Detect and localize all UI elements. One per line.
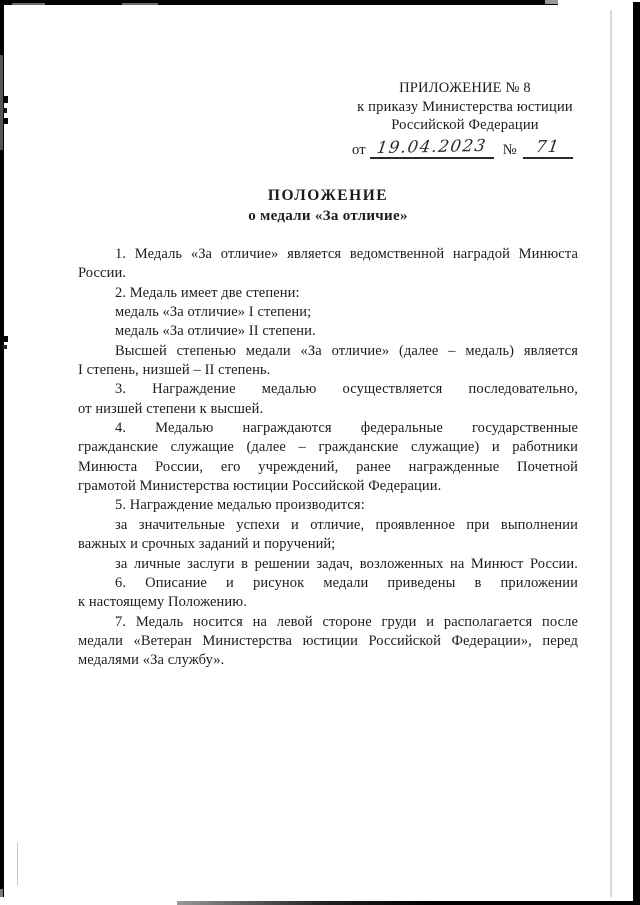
paragraph [78,555,578,574]
scan-border-right [633,2,640,905]
document-line: Высшей степенью медали «За отличие» (далее – медаль) является [115,342,578,359]
paragraph [78,419,578,496]
document-line: России. [78,265,127,282]
paragraph [78,613,578,671]
paragraph [78,284,578,303]
document-line: за значительные успехи и отличие, проявленное при выполнении [115,516,578,533]
number-underline [523,136,573,159]
scan-border-bottom [177,901,640,905]
scan-artifact [3,336,8,342]
document-line: 6. Описание и рисунок медали приведены в приложении [115,574,578,591]
paragraph [78,380,578,419]
document-line: медали «Ветеран Министерства юстиции Российской Федерации», перед [78,632,578,649]
page-edge-shadow-left [17,842,18,886]
scan-border-left-fade [0,889,3,897]
handwritten-date: 19.04.2023 [375,135,489,157]
document-line: 5. Награждение медалью производится: [115,497,365,514]
paragraph [78,245,578,284]
document-line: к настоящему Положению. [78,594,247,611]
paragraph [78,342,578,381]
document-line: важных и срочных заданий и поручений; [78,536,336,553]
paragraph [78,574,578,613]
date-underline [370,136,494,159]
scan-border-top [0,0,558,5]
document-line: 7. Медаль носится на левой стороне груди и располагается после [115,613,578,630]
order-reference-2: Российской Федерации [391,117,539,134]
document-line: медаль «За отличие» II степени. [115,323,316,340]
document-line: 2. Медаль имеет две степени: [115,284,300,301]
document-line: грамотой Министерства юстиции Российской Федерации. [78,478,442,495]
scan-artifact [122,3,158,5]
document-line: гражданские служащие (далее – гражданские служащие) и работники [78,439,578,456]
document-line: медаль «За отличие» I степени; [115,304,312,321]
page-edge-shadow-right [610,10,612,897]
order-reference-1: к приказу Министерства юстиции [357,98,573,115]
paragraph [78,496,578,515]
paragraph [78,322,578,341]
scan-artifact [3,96,8,103]
date-line [352,137,578,159]
document-subtitle: о медали «За отличие» [248,208,408,224]
document-body [78,245,578,671]
document-line: I степень, низшей – II степень. [78,362,271,379]
document-line: 3. Награждение медалью осуществляется последовательно, [115,381,578,398]
paragraph [78,516,578,555]
handwritten-number: 71 [534,136,562,157]
document-line: Минюста России, его учреждений, ранее награжденные Почетной [78,458,578,475]
scan-artifact [3,345,7,349]
document-line: за личные заслуги в решении задач, возложенных на Минюст России. [115,555,578,572]
date-prefix: от [352,141,366,158]
scan-artifact [12,3,45,5]
appendix-header [352,79,578,159]
document-line: 1. Медаль «За отличие» является ведомственной наградой Минюста [115,246,578,262]
document-line: от низшей степени к высшей. [78,400,264,417]
paragraph [78,303,578,322]
number-sign: № [502,141,517,158]
appendix-heading: ПРИЛОЖЕНИЕ № 8 [399,80,531,96]
scan-artifact [3,118,8,124]
document-title-block [78,185,578,227]
document-line: 4. Медалью награждаются федеральные государственные [115,420,578,437]
document-line: медалями «За службу». [78,652,225,669]
scan-border-top-gap [545,0,558,4]
document-title: ПОЛОЖЕНИЕ [267,187,389,204]
scan-artifact [3,108,7,113]
